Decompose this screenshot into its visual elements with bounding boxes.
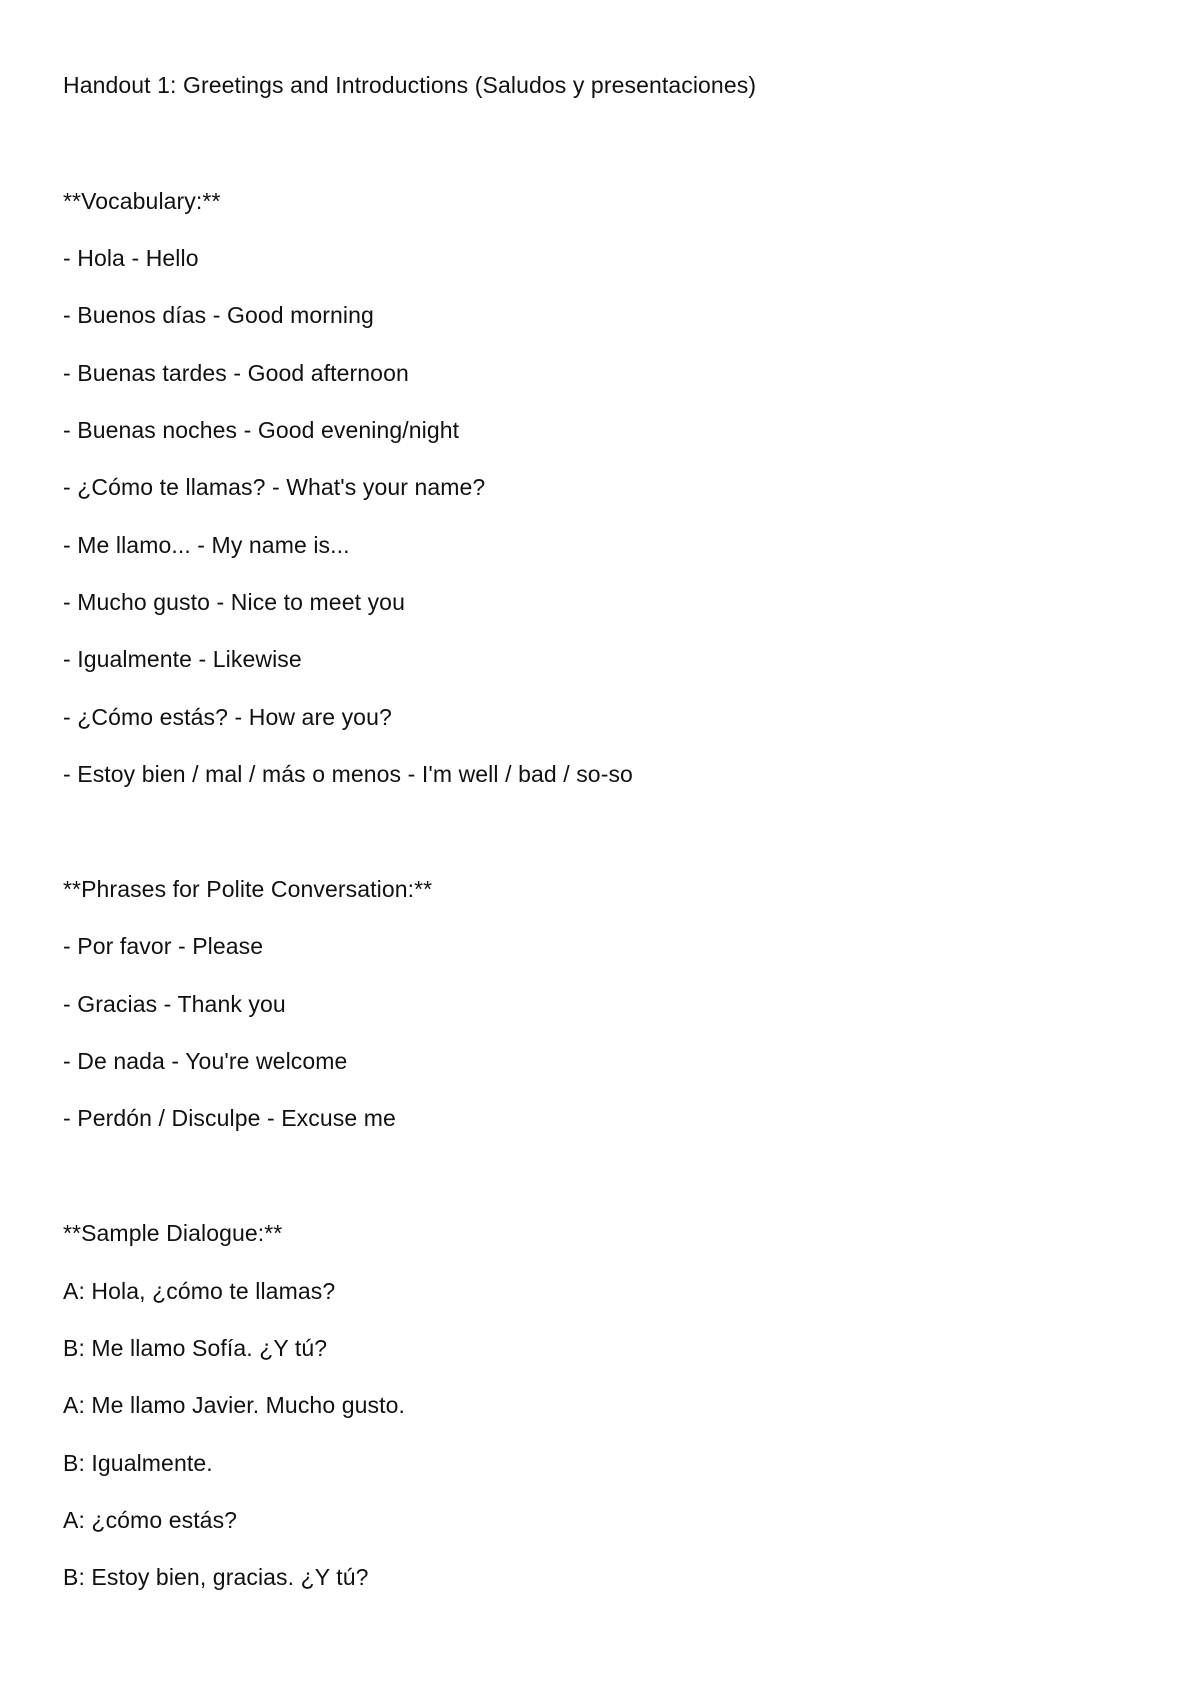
phrase-item: - De nada - You're welcome	[63, 1048, 348, 1074]
phrase-item: - Gracias - Thank you	[63, 991, 286, 1017]
vocabulary-item: - Me llamo... - My name is...	[63, 532, 350, 558]
page-title: Handout 1: Greetings and Introductions (Saludos y presentaciones)	[63, 72, 757, 98]
vocabulary-item: - Mucho gusto - Nice to meet you	[63, 589, 405, 615]
dialogue-line: A: Hola, ¿cómo te llamas?	[63, 1278, 336, 1304]
dialogue-line: B: Estoy bien, gracias. ¿Y tú?	[63, 1564, 369, 1590]
phrases-heading: **Phrases for Polite Conversation:**	[63, 876, 433, 902]
vocabulary-item: - ¿Cómo estás? - How are you?	[63, 704, 392, 730]
vocabulary-item: - Buenas noches - Good evening/night	[63, 417, 460, 443]
dialogue-heading: **Sample Dialogue:**	[63, 1220, 283, 1246]
vocabulary-heading: **Vocabulary:**	[63, 188, 221, 214]
vocabulary-item: - Hola - Hello	[63, 245, 199, 271]
vocabulary-item: - Buenas tardes - Good afternoon	[63, 360, 409, 386]
vocabulary-item: - Buenos días - Good morning	[63, 302, 374, 328]
dialogue-line: A: ¿cómo estás?	[63, 1507, 238, 1533]
vocabulary-item: - Estoy bien / mal / más o menos - I'm well / bad / so-so	[63, 761, 633, 787]
phrase-item: - Por favor - Please	[63, 933, 264, 959]
dialogue-line: B: Igualmente.	[63, 1450, 213, 1476]
phrase-item: - Perdón / Disculpe - Excuse me	[63, 1105, 396, 1131]
vocabulary-item: - ¿Cómo te llamas? - What's your name?	[63, 474, 486, 500]
vocabulary-item: - Igualmente - Likewise	[63, 646, 302, 672]
dialogue-line: A: Me llamo Javier. Mucho gusto.	[63, 1392, 405, 1418]
dialogue-line: B: Me llamo Sofía. ¿Y tú?	[63, 1335, 328, 1361]
